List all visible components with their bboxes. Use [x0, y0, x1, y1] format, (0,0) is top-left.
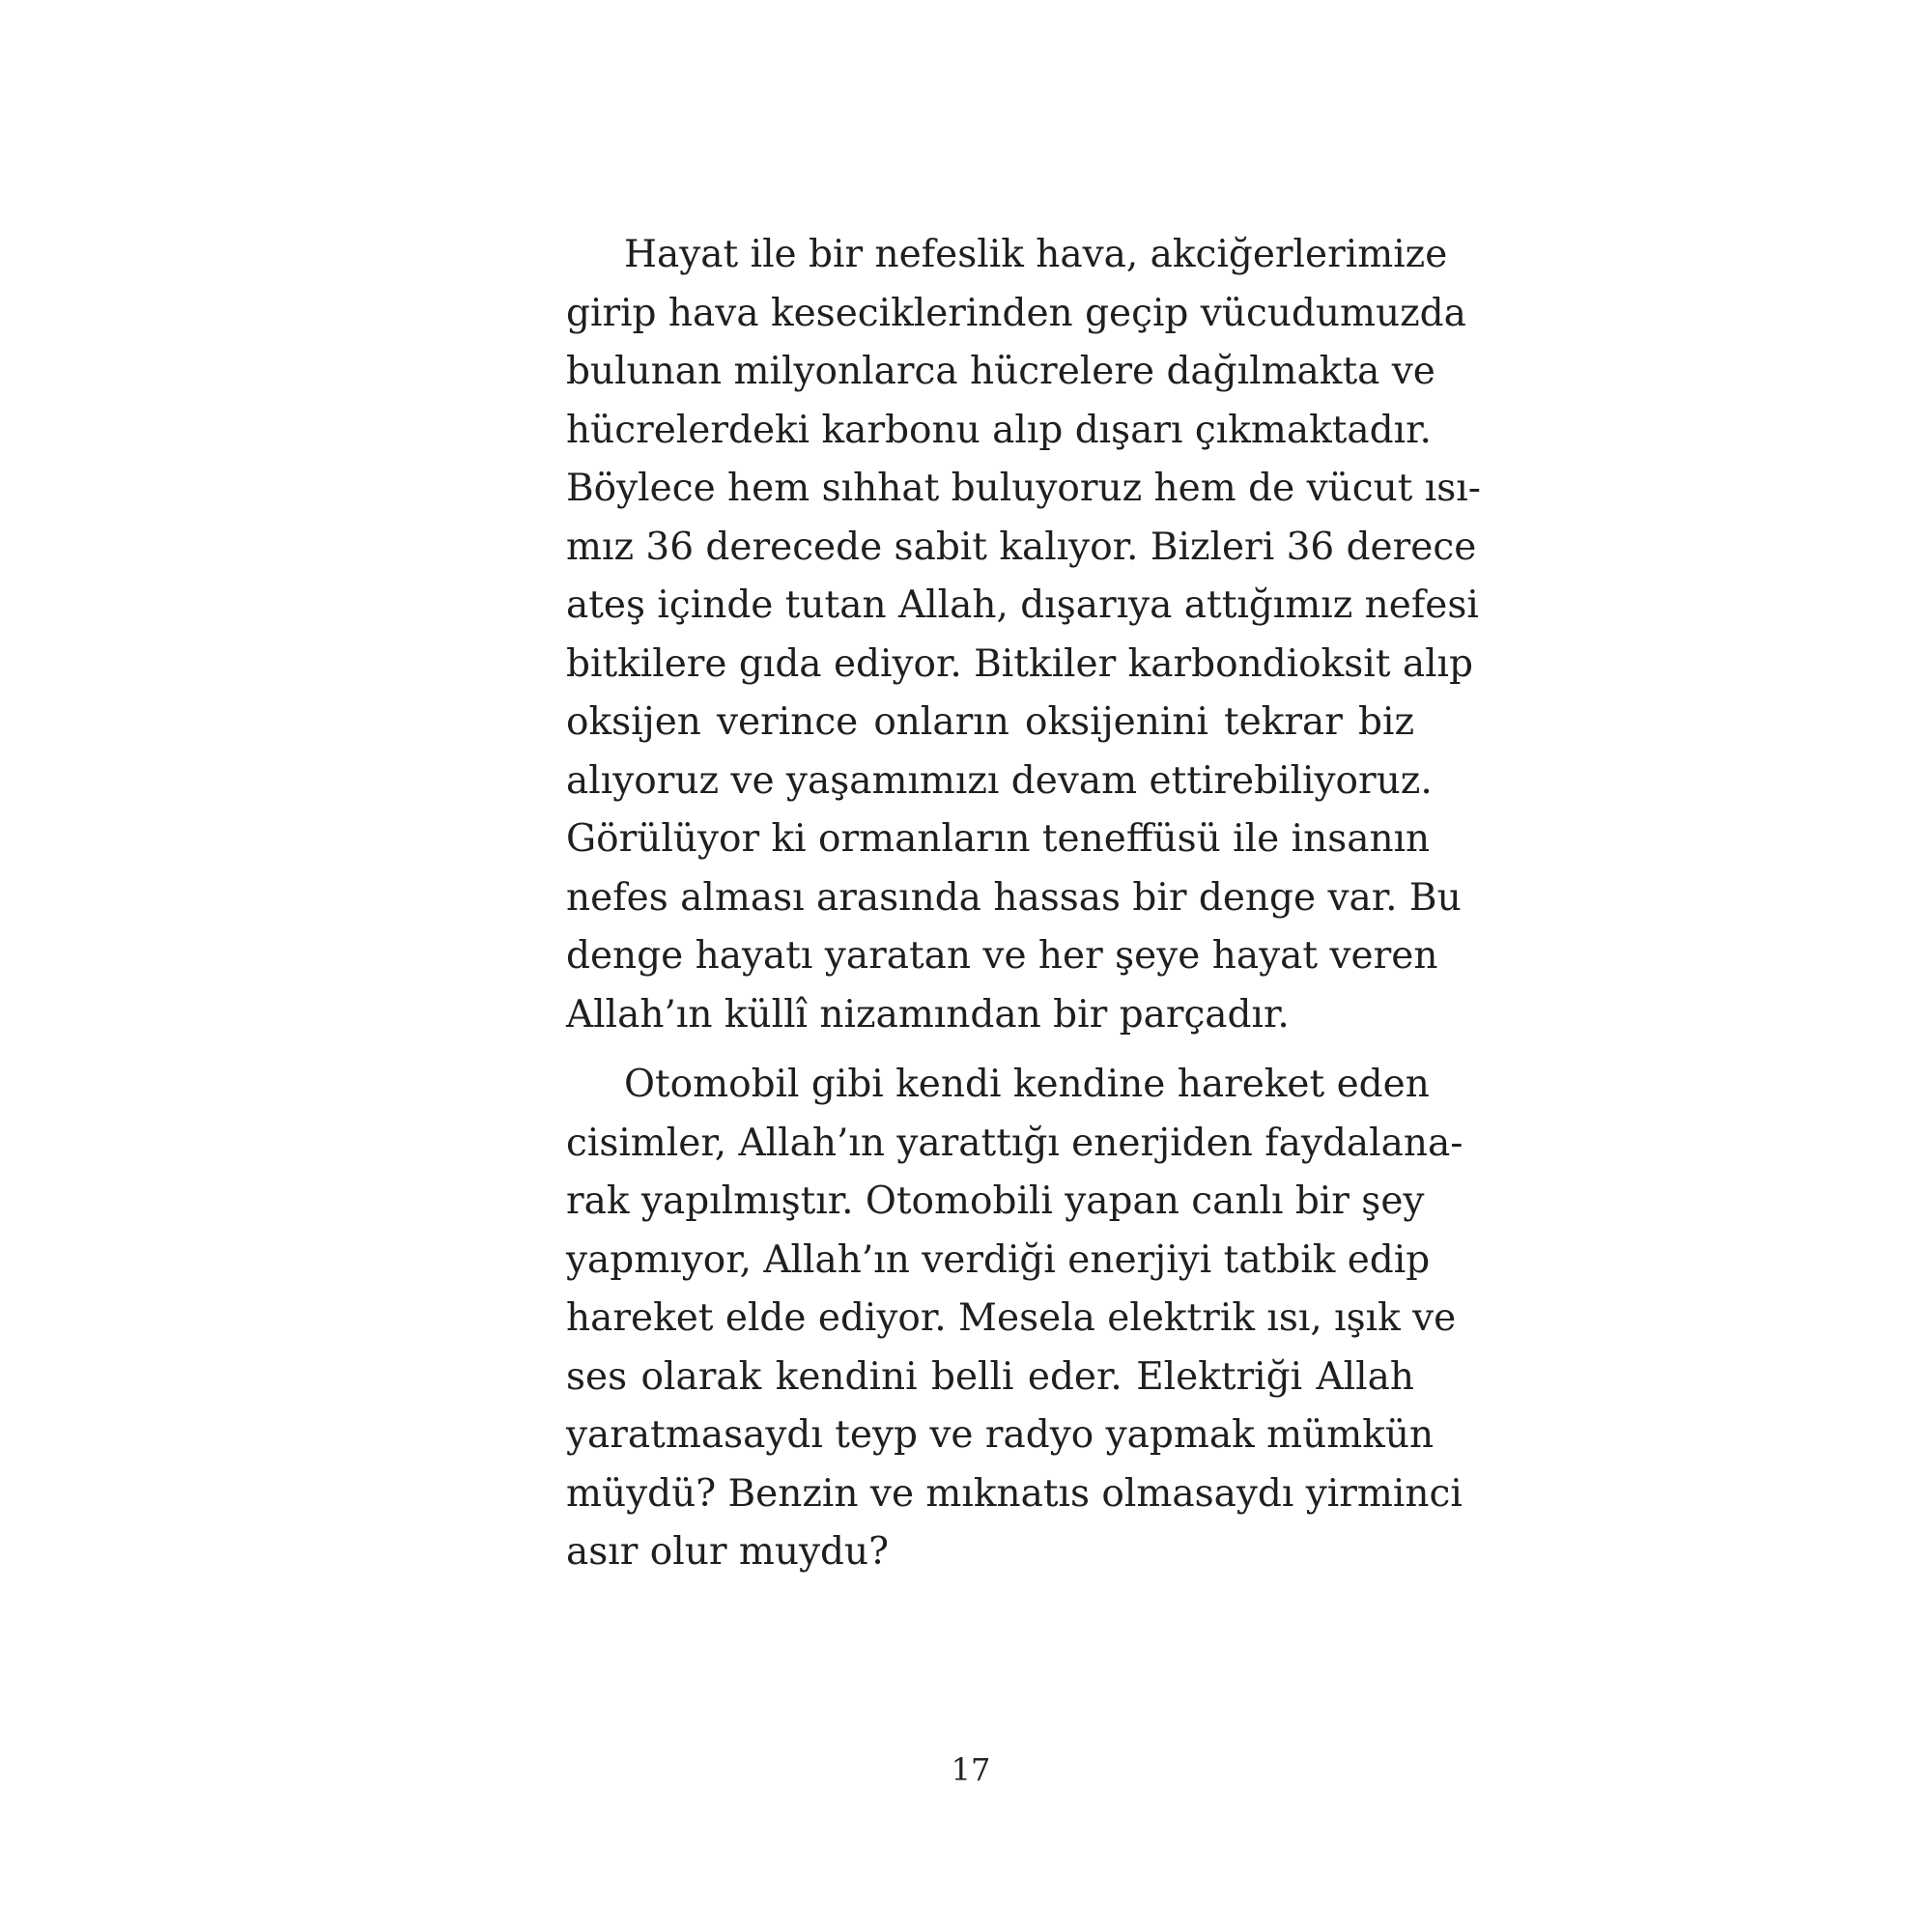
text-line: hareket elde ediyor. Mesela elektrik ısı, ışık ve	[566, 1296, 1457, 1340]
text-line: hücrelerdeki karbonu alıp dışarı çıkmaktadır.	[566, 408, 1432, 452]
text-line: girip hava keseciklerinden geçip vücudumuzda	[566, 291, 1466, 335]
text-line: ses olarak kendini belli eder. Elektriği Allah	[566, 1354, 1414, 1399]
text-line: Böylece hem sıhhat buluyoruz hem de vücut ısı-	[566, 467, 1481, 510]
text-line: cisimler, Allah’ın yarattığı enerjiden faydalana-	[566, 1121, 1463, 1165]
paragraph-1	[566, 226, 1481, 1044]
text-line: mız 36 derecede sabit kalıyor. Bizleri 36 derece	[566, 525, 1477, 569]
paragraph-spacer	[566, 1044, 1414, 1056]
text-line: nefes alması arasında hassas bir denge var. Bu	[566, 875, 1462, 920]
text-line: Allah’ın küllî nizamından bir parçadır.	[566, 992, 1290, 1037]
text-line: denge hayatı yaratan ve her şeye hayat veren	[566, 934, 1438, 978]
text-line: oksijen verince onların oksijenini tekrar biz	[566, 700, 1414, 744]
text-line: müydü? Benzin ve mıknatıs olmasaydı yirminci	[566, 1471, 1463, 1516]
text-line: rak yapılmıştır. Otomobili yapan canlı bir şey	[566, 1179, 1425, 1223]
text-line: alıyoruz ve yaşamımızı devam ettirebiliyoruz.	[566, 758, 1433, 803]
text-line: ateş içinde tutan Allah, dışarıya attığımız nefesi	[566, 583, 1479, 627]
paragraph-2	[566, 1056, 1463, 1582]
text-line: yaratmasaydı teyp ve radyo yapmak mümkün	[566, 1413, 1435, 1457]
text-line: Hayat ile bir nefeslik hava, akciğerlerimize	[624, 233, 1448, 276]
text-line: Otomobil gibi kendi kendine hareket eden	[624, 1063, 1430, 1106]
text-line: bitkilere gıda ediyor. Bitkiler karbondioksit alıp	[566, 641, 1473, 686]
text-line: Görülüyor ki ormanların teneffüsü ile insanın	[566, 817, 1431, 861]
body-text	[566, 226, 1481, 1582]
page-number: 17	[951, 1751, 991, 1788]
text-line: asır olur muydu?	[566, 1530, 890, 1574]
text-line: yapmıyor, Allah’ın verdiği enerjiyi tatbik edip	[566, 1237, 1431, 1282]
text-line: bulunan milyonlarca hücrelere dağılmakta ve	[566, 350, 1435, 393]
